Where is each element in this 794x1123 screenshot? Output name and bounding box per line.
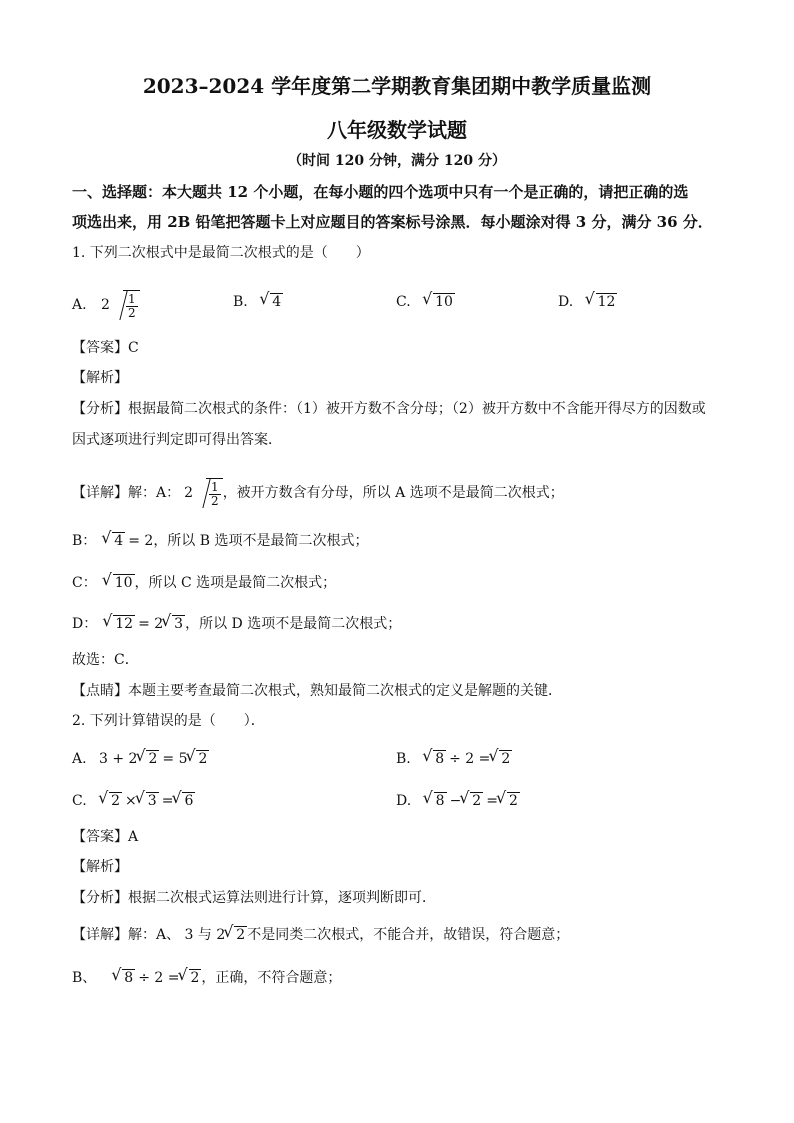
q1-stem: 1. 下列二次根式中是最简二次根式的是（ ）: [72, 245, 370, 261]
q2-fenxi: 【分析】根据二次根式运算法则进行计算，逐项判断即可．: [72, 890, 436, 906]
q2-option-b: [396, 749, 512, 769]
radical: √ 2: [196, 750, 209, 767]
equation-text: ×: [125, 793, 137, 809]
text: ，正确，不符合题意；: [201, 970, 342, 986]
text: ，所以 C 选项是最简二次根式；: [134, 575, 337, 591]
option-label: B.: [233, 294, 248, 310]
section-instructions-line1: 一、选择题：本大题共 12 个小题，在每小题的四个选项中只有一个是正确的，请把正确的选: [72, 183, 689, 201]
text: ，被开方数含有分母，所以 A 选项不是最简二次根式；: [222, 485, 564, 501]
q2-answer: 【答案】A: [72, 829, 139, 845]
option-label: D.: [396, 793, 412, 809]
radical-fraction: [123, 290, 140, 320]
radical: √ 12: [596, 293, 618, 310]
radical: √ 8: [122, 969, 135, 986]
q1-option-a: [72, 290, 140, 320]
radical: √ 12: [113, 615, 135, 632]
q1-xiangjie-d: [72, 614, 401, 634]
radical: √ 10: [113, 574, 135, 591]
fraction-numerator: 1: [211, 480, 219, 494]
radical: √ 8: [433, 750, 446, 767]
radical: √ 4: [270, 293, 283, 310]
exam-title: 2023–2024 学年度第二学期教育集团期中教学质量监测: [142, 74, 652, 98]
q2-xiangjie-a: [72, 925, 569, 945]
text: D：: [72, 616, 98, 632]
fraction-denominator: 2: [127, 306, 136, 320]
text: B、: [72, 970, 97, 986]
radical: √ 3: [172, 615, 185, 632]
text: 【详解】解：A、 3 与 2: [72, 927, 226, 943]
option-label: C.: [72, 793, 87, 809]
radical-fraction: [206, 478, 223, 508]
text: ，所以 B 选项不是最简二次根式；: [153, 533, 369, 549]
equation-text: 3 + 2: [99, 751, 138, 767]
equation-text: ÷ 2 =: [449, 751, 491, 767]
radical: √ 2: [470, 792, 483, 809]
equation-text: =: [161, 793, 174, 809]
text: 不是同类二次根式，不能合并，故错误，符合题意；: [247, 927, 570, 943]
q1-xiangjie-b: [72, 531, 369, 551]
radical: √ 2: [146, 750, 159, 767]
equation-text: =: [486, 793, 498, 809]
option-label: A.: [72, 751, 87, 767]
text: B：: [72, 533, 97, 549]
equation-text: ÷ 2 =: [138, 970, 180, 986]
radical: √ 2: [499, 750, 512, 767]
q1-choice: 故选：C．: [72, 652, 139, 668]
q1-analysis-tag: 【解析】: [72, 370, 128, 386]
q2-option-d: [396, 791, 520, 811]
equation-text: = 2: [128, 533, 154, 549]
coefficient: 2: [184, 485, 194, 501]
radical: √ 3: [146, 792, 159, 809]
q2-analysis-tag: 【解析】: [72, 859, 128, 875]
exam-meta: （时间 120 分钟，满分 120 分）: [288, 153, 506, 169]
radical: √ 10: [433, 293, 455, 310]
radical: √ 4: [112, 532, 125, 549]
option-label: A.: [72, 297, 87, 313]
equation-text: −: [449, 793, 462, 809]
text: ，所以 D 选项不是最简二次根式；: [185, 616, 402, 632]
radical: √ 6: [182, 792, 195, 809]
radical: √ 8: [434, 792, 447, 809]
q1-dianjing: 【点睛】本题主要考查最简二次根式，熟知最简二次根式的定义是解题的关键．: [72, 683, 562, 699]
section-instructions-line2: 项选出来，用 2B 铅笔把答题卡上对应题目的答案标号涂黑．每小题涂对得 3 分，满分 36 分．: [72, 213, 713, 231]
equation-text: = 5: [162, 751, 188, 767]
exam-subtitle: 八年级数学试题: [327, 118, 467, 142]
q2-option-c: [72, 791, 195, 811]
radical: √ 2: [507, 792, 520, 809]
q2-stem: 2. 下列计算错误的是（ ）．: [72, 713, 265, 729]
option-label: B.: [396, 751, 411, 767]
option-label: D.: [558, 294, 574, 310]
radical: √ 2: [189, 969, 202, 986]
q1-xiangjie-c: [72, 573, 336, 593]
fraction-denominator: 2: [211, 494, 219, 508]
equation-text: = 2: [138, 616, 164, 632]
radical: √ 2: [109, 792, 122, 809]
coefficient: 2: [101, 297, 110, 313]
q1-fenxi-line1: 【分析】根据最简二次根式的条件：（1）被开方数不含分母；（2）被开方数中不含能开得尽方的因数或: [72, 401, 706, 417]
q1-option-d: [558, 292, 617, 312]
text: 【详解】解：A：: [72, 485, 181, 501]
q1-answer: 【答案】C: [72, 340, 139, 356]
fraction-numerator: 1: [127, 292, 136, 306]
option-label: C.: [396, 294, 411, 310]
q2-option-a: [72, 749, 209, 769]
q1-option-c: [396, 292, 455, 312]
q2-xiangjie-b: [72, 968, 341, 988]
q1-option-b: [233, 292, 283, 312]
radical: √ 2: [234, 926, 247, 943]
q1-fenxi-line2: 因式逐项进行判定即可得出答案．: [72, 432, 282, 448]
q1-xiangjie-a: [72, 478, 564, 508]
text: C：: [72, 575, 97, 591]
